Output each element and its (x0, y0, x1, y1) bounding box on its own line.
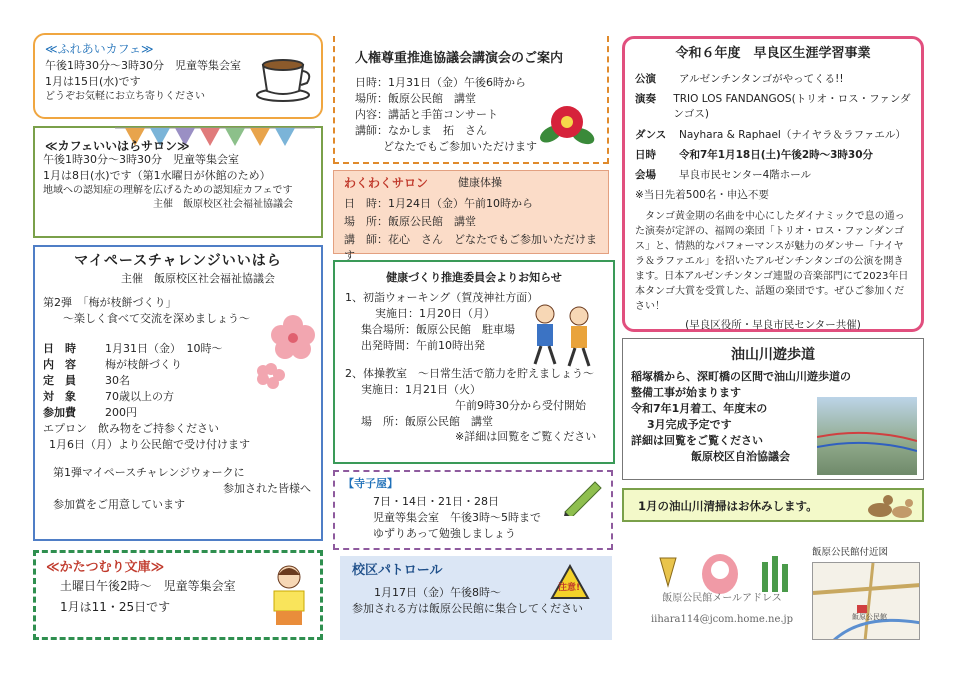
aburayama-l6: 飯原校区自治協議会 (691, 449, 790, 463)
coffee-cup-icon (255, 55, 315, 103)
reiwa-row (635, 92, 911, 122)
aburayama-title: 油山川遊歩道 (731, 347, 815, 363)
walking-kids-icon (523, 302, 603, 372)
reiwa-note: ※当日先着500名・申込不要 (635, 189, 769, 202)
reiwa-row (635, 168, 911, 183)
detail-key: 内 容 (43, 358, 76, 372)
jinken-place: 場所：飯原公民館 講堂 (355, 91, 476, 105)
detail-value: 梅が枝餅づくり (105, 358, 182, 372)
katatsumuri-library-notice (33, 550, 323, 640)
jinken-title: 人権尊重推進協議会講演会のご案内 (355, 51, 564, 66)
aburayama-l2: 整備工事が始まります (631, 386, 741, 400)
reiwa-key: 公演 (635, 72, 656, 85)
reiwa-key: 会場 (635, 168, 656, 181)
kenko-walk-place: 集合場所：飯原公民館 駐車場 (361, 322, 515, 336)
waku-title: わくわくサロン (344, 176, 429, 190)
reiwa-sponsor: (早良区役所・早良市民センター共催) (685, 319, 861, 332)
mail-label: 飯原公民館メールアドレス (662, 593, 782, 604)
terakoya-title: 【寺子屋】 (343, 477, 398, 490)
fureai-time: 午後1時30分～3時30分 児童等集会室 (45, 59, 241, 73)
warning-sign-icon (550, 564, 590, 600)
cafe-time: 午後1時30分～3時30分 児童等集会室 (43, 153, 239, 166)
reiwa-row (635, 128, 911, 143)
mypace-walk1: 第1弾マイペースチャレンジウォークに (53, 465, 245, 479)
fureai-cafe-notice (33, 33, 323, 119)
kenko-exercise: 2、体操教室 ～日常生活で筋力を貯えましょう～ (345, 366, 594, 380)
fureai-date: 1月は15日(水)です (45, 75, 141, 89)
cafe-desc: 地域への認知症の理解を広げるための認知症カフェです (43, 184, 293, 196)
kenko-exercise-place: 場 所：飯原公民館 講堂 (361, 414, 493, 428)
map-label: 飯原公民館 (852, 613, 887, 621)
cafe-title: ≪カフェいいはらサロン≫ (45, 139, 190, 153)
map-section (812, 546, 924, 646)
reiwa-key: 演奏 (635, 93, 656, 106)
kenko-exercise-time: 午前9時30分から受付開始 (455, 398, 586, 412)
ducks-icon (864, 488, 918, 520)
cafe-salon-notice (33, 126, 323, 238)
wakuwaku-salon-notice (333, 170, 609, 263)
waku-place: 場 所：飯原公民館 講堂 (344, 215, 476, 229)
warning-sign-text: 注意! (558, 583, 581, 593)
kenko-walk-time: 出発時間：午前10時出発 (361, 338, 485, 352)
aburayama-l3: 令和7年1月着工、年度末の (631, 402, 768, 416)
mypace-host: 主催 飯原校区社会福祉協議会 (121, 272, 275, 286)
plum-blossom-icon (253, 307, 323, 397)
reiwa-value: TRIO LOS FANDANGOS(トリオ・ロス・ファンダンゴス) (673, 93, 911, 121)
kenko-exercise-date: 実施日：1月21日（火） (361, 382, 481, 396)
mypace-challenge-notice (33, 245, 323, 541)
patrol-notice (340, 556, 612, 640)
aburayama-l4: 3月完成予定です (647, 418, 732, 432)
mypace-walk3: 参加賞をご用意しています (53, 497, 185, 511)
aburayama-promenade-notice (622, 338, 924, 480)
terakoya-notice (333, 470, 613, 550)
jinken-invite: どなたでもご参加いただけます (383, 139, 537, 153)
new-year-decorations-icon (650, 548, 800, 596)
reiwa-details (635, 72, 911, 183)
reiwa-key: ダンス (635, 128, 667, 141)
jinken-lecturer: 講師：なかしま 拓 さん (355, 123, 487, 137)
kenko-title: 健康づくり推進委員会よりお知らせ (386, 271, 562, 284)
jinken-content: 内容：講話と手笛コンサート (355, 107, 498, 121)
human-rights-lecture-notice (333, 36, 609, 164)
kenko-exercise-note: ※詳細は回覧をご覧ください (455, 430, 597, 444)
mypace-subtitle: ～楽しく食べて交流を深めましょう～ (63, 312, 250, 326)
reading-girl-icon (264, 561, 314, 631)
terakoya-time: 児童等集会室 午後3時～5時まで (373, 510, 541, 524)
area-map-image (812, 562, 920, 640)
patrol-date: 1月17日（金）午後8時～ (374, 585, 501, 599)
patrol-meeting: 参加される方は飯原公民館に集合してください (352, 601, 583, 615)
aburayama-l5: 詳細は回覧をご覧ください (631, 434, 763, 448)
promenade-photo (817, 397, 917, 475)
health-committee-notice (333, 260, 615, 464)
mypace-title: マイペースチャレンジいいはら (74, 253, 282, 269)
camellia-flower-icon (539, 100, 595, 150)
detail-value: 200円 (105, 405, 137, 419)
pencil-icon (561, 476, 605, 516)
detail-row (43, 405, 313, 421)
katatsumuri-date: 1月は11・25日です (60, 600, 171, 615)
lifelong-learning-notice (622, 36, 924, 332)
fureai-invite: どうぞお気軽にお立ち寄りください (45, 91, 205, 103)
waku-lecturer: 講 師：花心 さん どなたでもご参加いただけます (344, 233, 597, 263)
patrol-title: 校区パトロール (352, 563, 443, 578)
terakoya-dates: 7日・14日・21日・28日 (373, 494, 499, 508)
waku-date: 日 時：1月24日（金）午前10時から (344, 197, 533, 211)
mypace-walk2: 参加された皆様へ (223, 481, 311, 495)
reiwa-value: アルゼンチンタンゴがやってくる!! (679, 72, 844, 85)
seiso-text: 1月の油山川清掃はお休みします。 (638, 499, 818, 513)
terakoya-motto: ゆずりあって勉強しましょう (373, 526, 516, 540)
kenko-walk: 1、初詣ウォーキング（賀茂神社方面） (345, 290, 539, 304)
reiwa-value: Nayhara & Raphael（ナイヤラ＆ラファエル） (679, 128, 906, 141)
waku-header (344, 175, 598, 192)
kenko-walk-date: 実施日：1月20日（月） (375, 306, 495, 320)
detail-key: 日 時 (43, 342, 76, 356)
detail-key: 定 員 (43, 373, 76, 387)
mail-address[interactable]: iihara114@jcom.home.ne.jp (650, 613, 794, 625)
reiwa-row (635, 72, 911, 87)
river-cleaning-notice (622, 488, 924, 522)
detail-value: 30名 (105, 373, 130, 387)
reiwa-value: 早良市民センター4階ホール (679, 168, 812, 181)
map-title: 飯原公民館付近図 (812, 547, 889, 558)
detail-key: 参加費 (43, 405, 76, 419)
katatsumuri-title: ≪かたつむり文庫≫ (46, 560, 165, 575)
reiwa-value: 令和7年1月18日(土)午後2時～3時30分 (679, 148, 874, 161)
jinken-date: 日時：1月31日（金）午後6時から (355, 75, 526, 89)
reiwa-title: 令和６年度 早良区生涯学習事業 (675, 46, 871, 61)
mail-info (632, 592, 812, 627)
katatsumuri-time: 土曜日午後2時～ 児童等集会室 (60, 578, 236, 593)
mypace-dan: 第2弾 「梅が枝餅づくり」 (43, 296, 177, 310)
cafe-host: 主催 飯原校区社会福祉協議会 (153, 199, 293, 211)
detail-value: 1月31日（金） 10時～ (105, 342, 223, 356)
mypace-apron: エプロン 飲み物をご持参ください (43, 421, 219, 435)
reiwa-row (635, 148, 911, 163)
detail-value: 70歳以上の方 (105, 389, 174, 403)
aburayama-l1: 稲塚橋から、深町橋の区間で油山川遊歩道の (631, 370, 851, 384)
reiwa-body: タンゴ黄金期の名曲を中心にしたダイナミックで息の通った演奏が定評の、福岡の楽団「トリオ・ロス・ファンダンゴス」と、情熱的なパフォーマンスが魅力のダンサー「ナイヤラ＆ラファエル」を招いたアルゼンチンタンゴの公演を開きます。日本アルゼンチンタンゴ連盟の音楽部門にて2023年日本タンゴ大賞を受賞した、話題の楽団です。ぜひご参加ください！ (635, 211, 909, 313)
fureai-title: ≪ふれあいカフェ≫ (45, 42, 154, 56)
mypace-reception: 1月6日（月）より公民館で受け付けます (49, 437, 250, 451)
reiwa-key: 日時 (635, 148, 656, 161)
waku-kind: 健康体操 (458, 176, 503, 189)
detail-key: 対 象 (43, 389, 76, 403)
cafe-date: 1月は8日(水)です（第1水曜日が休館のため） (43, 168, 271, 182)
